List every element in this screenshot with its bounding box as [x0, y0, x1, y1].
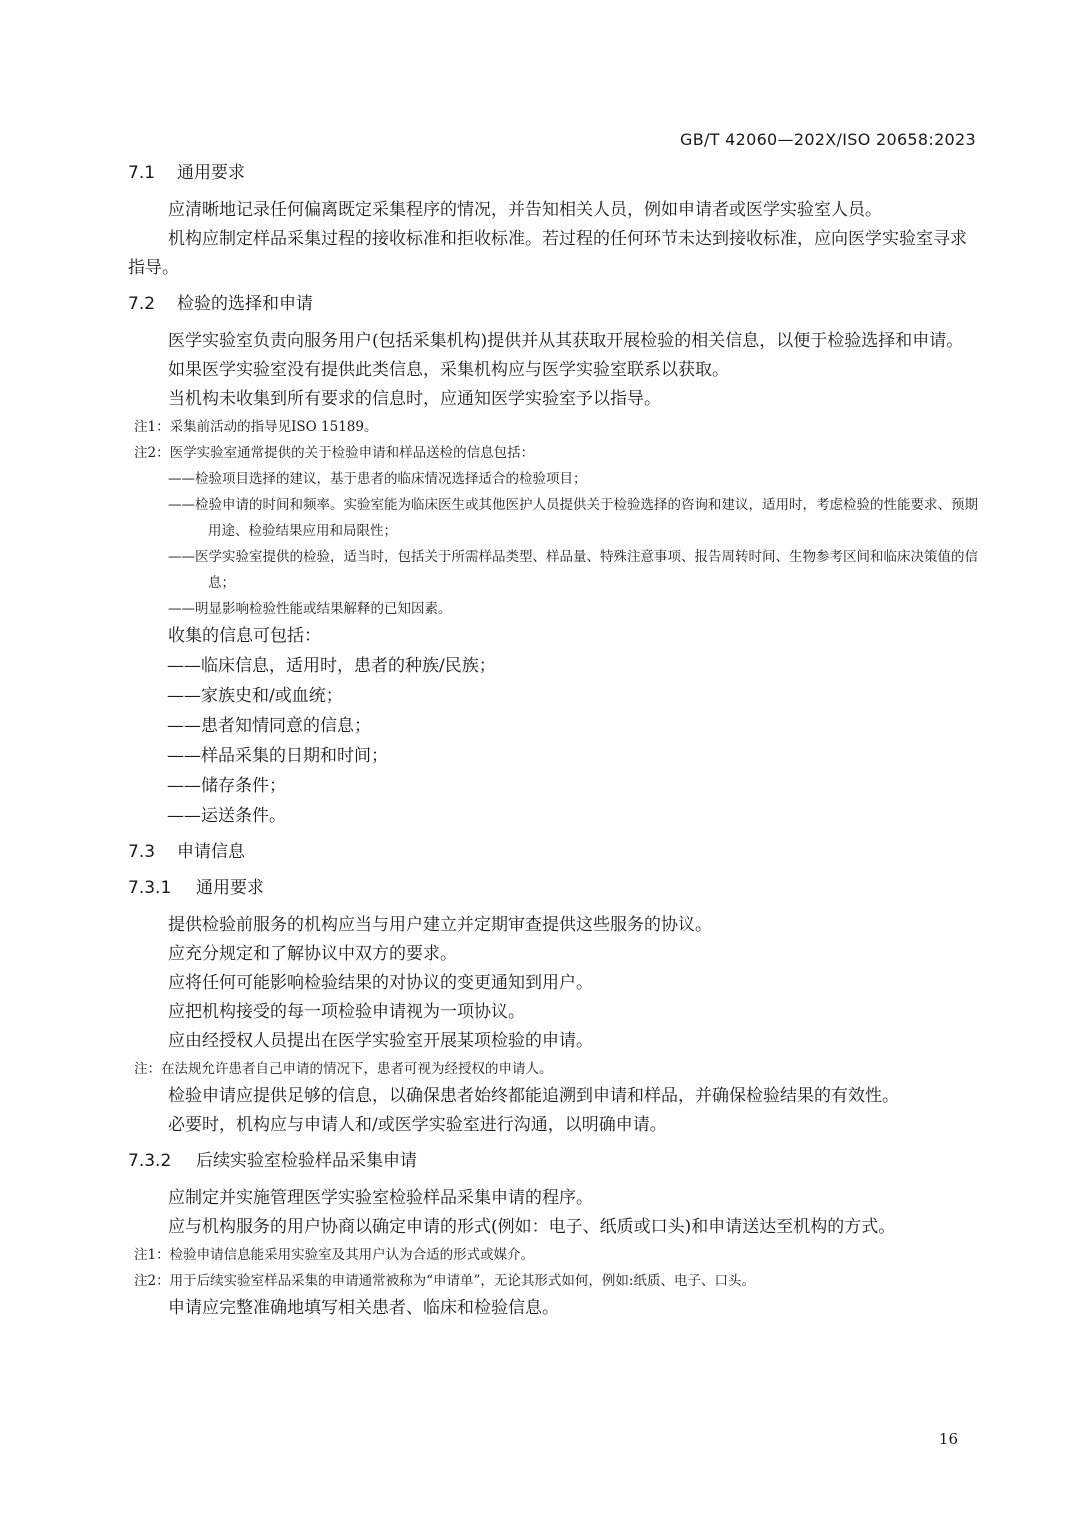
- paragraph: 必要时，机构应与申请人和/或医学实验室进行沟通，以明确申请。: [168, 1115, 667, 1135]
- list-item: ——储存条件；: [167, 776, 286, 796]
- page-content: [128, 152, 980, 1323]
- paragraph: 当机构未收集到所有要求的信息时，应通知医学实验室予以指导。: [168, 389, 661, 409]
- heading-7-3-2: [128, 1146, 980, 1176]
- heading-number: 7.3: [128, 842, 156, 862]
- heading-7-1: [128, 158, 980, 188]
- paragraph: 收集的信息可包括：: [168, 626, 321, 646]
- heading-7-3-1: [128, 873, 980, 903]
- heading-number: 7.1: [128, 163, 156, 183]
- paragraph: 机构应制定样品采集过程的接收标准和拒收标准。若过程的任何环节未达到接收标准，应向医学实验室寻求指导。: [128, 229, 967, 278]
- paragraph: 医学实验室负责向服务用户(包括采集机构)提供并从其获取开展检验的相关信息，以便于检验选择和申请。: [168, 331, 964, 351]
- heading-number: 7.3.2: [128, 1151, 172, 1171]
- heading-title: 通用要求: [196, 878, 264, 898]
- heading-7-2: [128, 289, 980, 319]
- note-list-item: ——明显影响检验性能或结果解释的已知因素。: [168, 601, 452, 617]
- paragraph: 提供检验前服务的机构应当与用户建立并定期审查提供这些服务的协议。: [168, 915, 712, 935]
- paragraph: 应把机构接受的每一项检验申请视为一项协议。: [168, 1002, 525, 1022]
- heading-7-3: [128, 837, 980, 867]
- note: 注2：用于后续实验室样品采集的申请通常被称为“申请单”，无论其形式如何，例如:纸质、电子、口头。: [134, 1273, 755, 1289]
- note: 注1：检验申请信息能采用实验室及其用户认为合适的形式或媒介。: [134, 1247, 535, 1263]
- paragraph: 应充分规定和了解协议中双方的要求。: [168, 944, 457, 964]
- paragraph: 申请应完整准确地填写相关患者、临床和检验信息。: [168, 1298, 559, 1318]
- paragraph: 检验申请应提供足够的信息，以确保患者始终都能追溯到申请和样品，并确保检验结果的有效性。: [168, 1086, 899, 1106]
- list-item: ——患者知情同意的信息；: [167, 716, 371, 736]
- list-item: ——样品采集的日期和时间；: [167, 746, 388, 766]
- paragraph: 应由经授权人员提出在医学实验室开展某项检验的申请。: [168, 1031, 593, 1051]
- paragraph: 应将任何可能影响检验结果的对协议的变更通知到用户。: [168, 973, 593, 993]
- paragraph: 应清晰地记录任何偏离既定采集程序的情况，并告知相关人员，例如申请者或医学实验室人员。: [168, 200, 882, 220]
- list-item: ——临床信息，适用时，患者的种族/民族；: [167, 656, 496, 676]
- paragraph: 如果医学实验室没有提供此类信息，采集机构应与医学实验室联系以获取。: [168, 360, 729, 380]
- list-item: ——家族史和/或血统；: [167, 686, 343, 706]
- heading-title: 检验的选择和申请: [177, 294, 313, 314]
- standard-header: GB/T 42060—202X/ISO 20658:2023: [680, 130, 976, 149]
- heading-title: 申请信息: [177, 842, 245, 862]
- note-list-item: ——医学实验室提供的检验，适当时，包括关于所需样品类型、样品量、特殊注意事项、报告周转时间、生物参考区间和临床决策值的信息；: [168, 549, 978, 591]
- paragraph: 应与机构服务的用户协商以确定申请的形式(例如：电子、纸质或口头)和申请送达至机构的方式。: [168, 1217, 896, 1237]
- note: 注2：医学实验室通常提供的关于检验申请和样品送检的信息包括：: [134, 445, 535, 461]
- note-list-item: ——检验申请的时间和频率。实验室能为临床医生或其他医护人员提供关于检验选择的咨询和建议，适用时，考虑检验的性能要求、预期用途、检验结果应用和局限性；: [168, 497, 978, 539]
- list-item: ——运送条件。: [167, 806, 286, 826]
- note: 注1：采集前活动的指导见ISO 15189。: [134, 419, 378, 435]
- paragraph: 应制定并实施管理医学实验室检验样品采集申请的程序。: [168, 1188, 593, 1208]
- heading-title: 通用要求: [177, 163, 245, 183]
- note-list-item: ——检验项目选择的建议，基于患者的临床情况选择适合的检验项目；: [168, 471, 587, 487]
- heading-number: 7.2: [128, 294, 156, 314]
- note: 注：在法规允许患者自己申请的情况下，患者可视为经授权的申请人。: [134, 1061, 553, 1077]
- heading-title: 后续实验室检验样品采集申请: [196, 1151, 417, 1171]
- heading-number: 7.3.1: [128, 878, 172, 898]
- page-number: 16: [938, 1430, 958, 1448]
